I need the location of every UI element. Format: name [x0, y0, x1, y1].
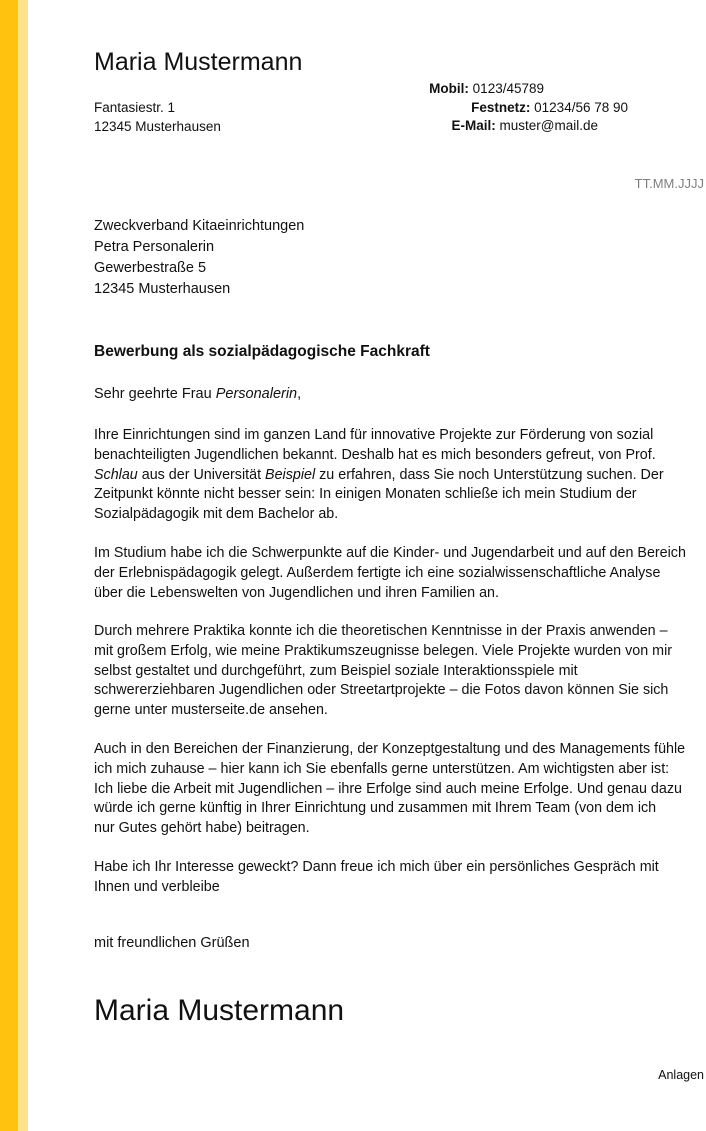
paragraph-4	[94, 740, 706, 839]
recipient-line-1: Zweckverband Kitaeinrichtungen	[94, 218, 305, 234]
sender-address	[94, 98, 221, 136]
paragraph-1-line-5: Sozialpädagogik mit dem Bachelor ab.	[94, 506, 339, 523]
mobile-value: 0123/45789	[472, 81, 544, 96]
salutation-suffix: ,	[297, 386, 302, 402]
sender-city: 12345 Musterhausen	[94, 119, 221, 134]
recipient-line-3: Gewerbestraße 5	[94, 260, 207, 276]
paragraph-2-line-3: über die Lebenswelten von Jugendlichen und ihren Familien an.	[94, 584, 499, 601]
paragraph-1-line-3-part-d: zu erfahren, dass Sie noch Unterstützung suchen. Der	[315, 466, 664, 483]
salutation-name: Personalerin	[215, 386, 298, 402]
email-value: muster@mail.de	[499, 118, 598, 133]
recipient-address	[94, 216, 304, 300]
salutation	[94, 386, 301, 402]
paragraph-1-line-4: Zeitpunkt könnte nicht besser sein: In einigen Monaten schließe ich mein Studium der	[94, 486, 637, 503]
paragraph-1-line-3-part-b: aus der Universität	[137, 466, 266, 483]
paragraph-1	[94, 426, 706, 525]
paragraph-1-line-2: benachteiligten Jugendlichen bekannt. Deshalb hat es mich besonders gefreut, von Prof.	[94, 446, 656, 463]
contact-landline	[380, 99, 628, 118]
paragraph-1-line-1: Ihre Einrichtungen sind im ganzen Land für innovative Projekte zur Förderung von sozial	[94, 427, 654, 443]
accent-stripe-secondary	[18, 0, 28, 1131]
recipient-line-2: Petra Personalerin	[94, 239, 215, 255]
paragraph-2-line-2: der Erlebnispädagogik gelegt. Außerdem fertigte ich eine sozialwissenschaftliche Analyse	[94, 564, 661, 581]
paragraph-5	[94, 858, 706, 898]
signature: Maria Mustermann	[94, 994, 345, 1027]
paragraph-4-line-4: würde ich gerne künftig in Ihrer Einrichtung und zusammen mit Ihrem Team (von dem ich	[94, 800, 657, 817]
attachments-note: Anlagen	[658, 1068, 704, 1082]
paragraph-5-line-1: Habe ich Ihr Interesse geweckt? Dann freue ich mich über ein persönliches Gespräch mit	[94, 859, 659, 875]
contact-mobile	[380, 80, 628, 99]
paragraph-3-line-2: mit großem Erfolg, wie meine Praktikumszeugnisse belegen. Viele Projekte wurden von mir	[94, 642, 673, 659]
paragraph-2	[94, 544, 706, 603]
paragraph-4-line-3: Ich liebe die Arbeit mit Jugendlichen – ihre Erfolge sind auch meine Erfolge. Und genau dazu	[94, 780, 682, 797]
contact-email	[380, 117, 628, 136]
paragraph-4-line-2: ich mich zuhause – hier kann ich Sie ebenfalls gerne unterstützen. Am wichtigsten aber ist:	[94, 760, 670, 777]
letter-date: TT.MM.JJJJ	[634, 176, 704, 191]
paragraph-3-line-5: gerne unter musterseite.de ansehen.	[94, 702, 328, 719]
paragraph-4-line-5: nur Gutes gehört habe) beitragen.	[94, 820, 310, 837]
email-label: E-Mail:	[451, 118, 496, 133]
accent-stripe-primary	[0, 0, 18, 1131]
paragraph-3	[94, 622, 706, 721]
paragraph-2-line-1: Im Studium habe ich die Schwerpunkte auf die Kinder- und Jugendarbeit und auf den Bereich	[94, 545, 686, 561]
professor-name: Schlau	[94, 466, 138, 483]
paragraph-4-line-1: Auch in den Bereichen der Finanzierung, der Konzeptgestaltung und des Managements fühle	[94, 741, 686, 757]
paragraph-1-line-3	[94, 466, 664, 486]
paragraph-3-line-4: schwererziehbaren Jugendlichen oder Streetartprojekte – die Fotos davon können Sie sich	[94, 682, 669, 699]
closing-phrase: mit freundlichen Grüßen	[94, 935, 250, 951]
paragraph-3-line-1: Durch mehrere Praktika konnte ich die theoretischen Kenntnisse in der Praxis anwenden –	[94, 623, 668, 639]
landline-label: Festnetz:	[471, 99, 531, 115]
sender-contact	[380, 80, 628, 136]
paragraph-3-line-3: selbst gestaltet und durchgeführt, zum Beispiel soziale Interaktionsspiele mit	[94, 662, 578, 679]
sender-street: Fantasiestr. 1	[94, 100, 176, 115]
recipient-line-4: 12345 Musterhausen	[94, 281, 231, 297]
salutation-prefix: Sehr geehrte Frau	[94, 386, 216, 402]
paragraph-5-line-2: Ihnen und verbleibe	[94, 878, 220, 895]
letter-subject: Bewerbung als sozialpädagogische Fachkraft	[94, 343, 430, 360]
mobile-label: Mobil:	[429, 81, 469, 96]
university-name: Beispiel	[265, 466, 316, 483]
landline-value: 01234/56 78 90	[534, 99, 628, 115]
sender-name: Maria Mustermann	[94, 48, 303, 76]
